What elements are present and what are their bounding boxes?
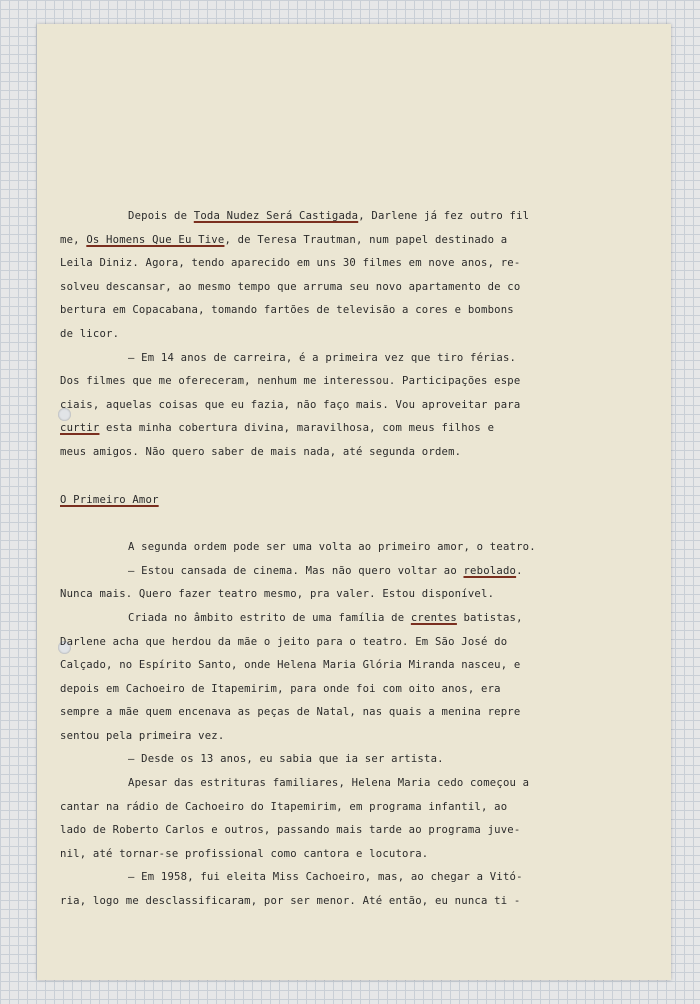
underlined-word: rebolado: [463, 564, 517, 577]
text-line: meus amigos. Não quero saber de mais nada, até segunda ordem.: [60, 445, 462, 458]
text-segment: , de Teresa Trautman, num papel destinado a: [224, 233, 508, 246]
text-line: Dos filmes que me ofereceram, nenhum me interessou. Participações espe: [60, 375, 521, 388]
text-line: Darlene acha que herdou da mãe o jeito para o teatro. Em São José do: [60, 635, 508, 648]
text-segment: esta minha cobertura divina, maravilhosa, com meus filhos e: [99, 422, 495, 435]
film-title-underlined: Toda Nudez Será Castigada: [193, 210, 359, 222]
text-line: A segunda ordem pode ser uma volta ao primeiro amor, o teatro.: [128, 541, 536, 554]
text-line: — Em 1958, fui eleita Miss Cachoeiro, mas, ao chegar a Vitó-: [128, 871, 523, 884]
text-segment: batistas,: [456, 611, 523, 624]
film-title-underlined: Os Homens Que Eu Tive: [86, 233, 225, 246]
text-line: Leila Diniz. Agora, tendo aparecido em uns 30 filmes em nove anos, re-: [60, 257, 521, 270]
text-line: nil, até tornar-se profissional como cantora e locutora.: [60, 847, 429, 860]
text-line: Apesar das estrituras familiares, Helena Maria cedo começou a: [128, 777, 530, 790]
text-line: sentou pela primeira vez.: [60, 729, 225, 742]
underlined-word: crentes: [410, 611, 457, 624]
text-line: bertura em Copacabana, tomando fartões de televisão a cores e bombons: [60, 304, 514, 317]
text-segment: Depois de: [128, 210, 194, 222]
text-segment: , Darlene já fez outro fil: [358, 210, 530, 222]
text-line: ciais, aquelas coisas que eu fazia, não faço mais. Vou aproveitar para: [60, 398, 521, 411]
text-line: solveu descansar, ao mesmo tempo que arruma seu novo apartamento de co: [60, 280, 521, 293]
text-line: [60, 417, 590, 441]
text-line: depois em Cachoeiro de Itapemirim, para onde foi com oito anos, era: [60, 682, 501, 695]
text-line: ria, logo me desclassificaram, por ser menor. Até então, eu nunca ti -: [60, 895, 521, 908]
text-line: de licor.: [60, 327, 120, 340]
section-heading: [60, 489, 590, 513]
text-line: me, Os Homens Que Eu Tive, de Teresa Trautman, num papel destinado a: [60, 233, 508, 246]
text-segment: .: [516, 564, 523, 577]
text-line: [60, 607, 590, 631]
text-line: [60, 560, 590, 584]
text-segment: — Estou cansada de cinema. Mas não quero voltar ao: [128, 564, 464, 577]
text-line: cantar na rádio de Cachoeiro do Itapemirim, em programa infantil, ao: [60, 800, 508, 813]
text-line: — Desde os 13 anos, eu sabia que ia ser artista.: [128, 753, 444, 766]
text-segment: Criada no âmbito estrito de uma família de: [128, 611, 411, 624]
text-line: [60, 205, 590, 229]
text-line: — Em 14 anos de carreira, é a primeira vez que tiro férias.: [128, 351, 517, 364]
text-line: Calçado, no Espírito Santo, onde Helena Maria Glória Miranda nasceu, e: [60, 659, 521, 672]
underlined-word: curtir: [60, 422, 100, 435]
text-line: sempre a mãe quem encenava as peças de Natal, nas quais a menina repre: [60, 706, 521, 719]
text-line: Nunca mais. Quero fazer teatro mesmo, pra valer. Estou disponível.: [60, 588, 495, 601]
text-line: lado de Roberto Carlos e outros, passando mais tarde ao programa juve-: [60, 824, 521, 837]
page-text: [60, 205, 590, 914]
section-heading-text: O Primeiro Amor: [60, 493, 159, 506]
